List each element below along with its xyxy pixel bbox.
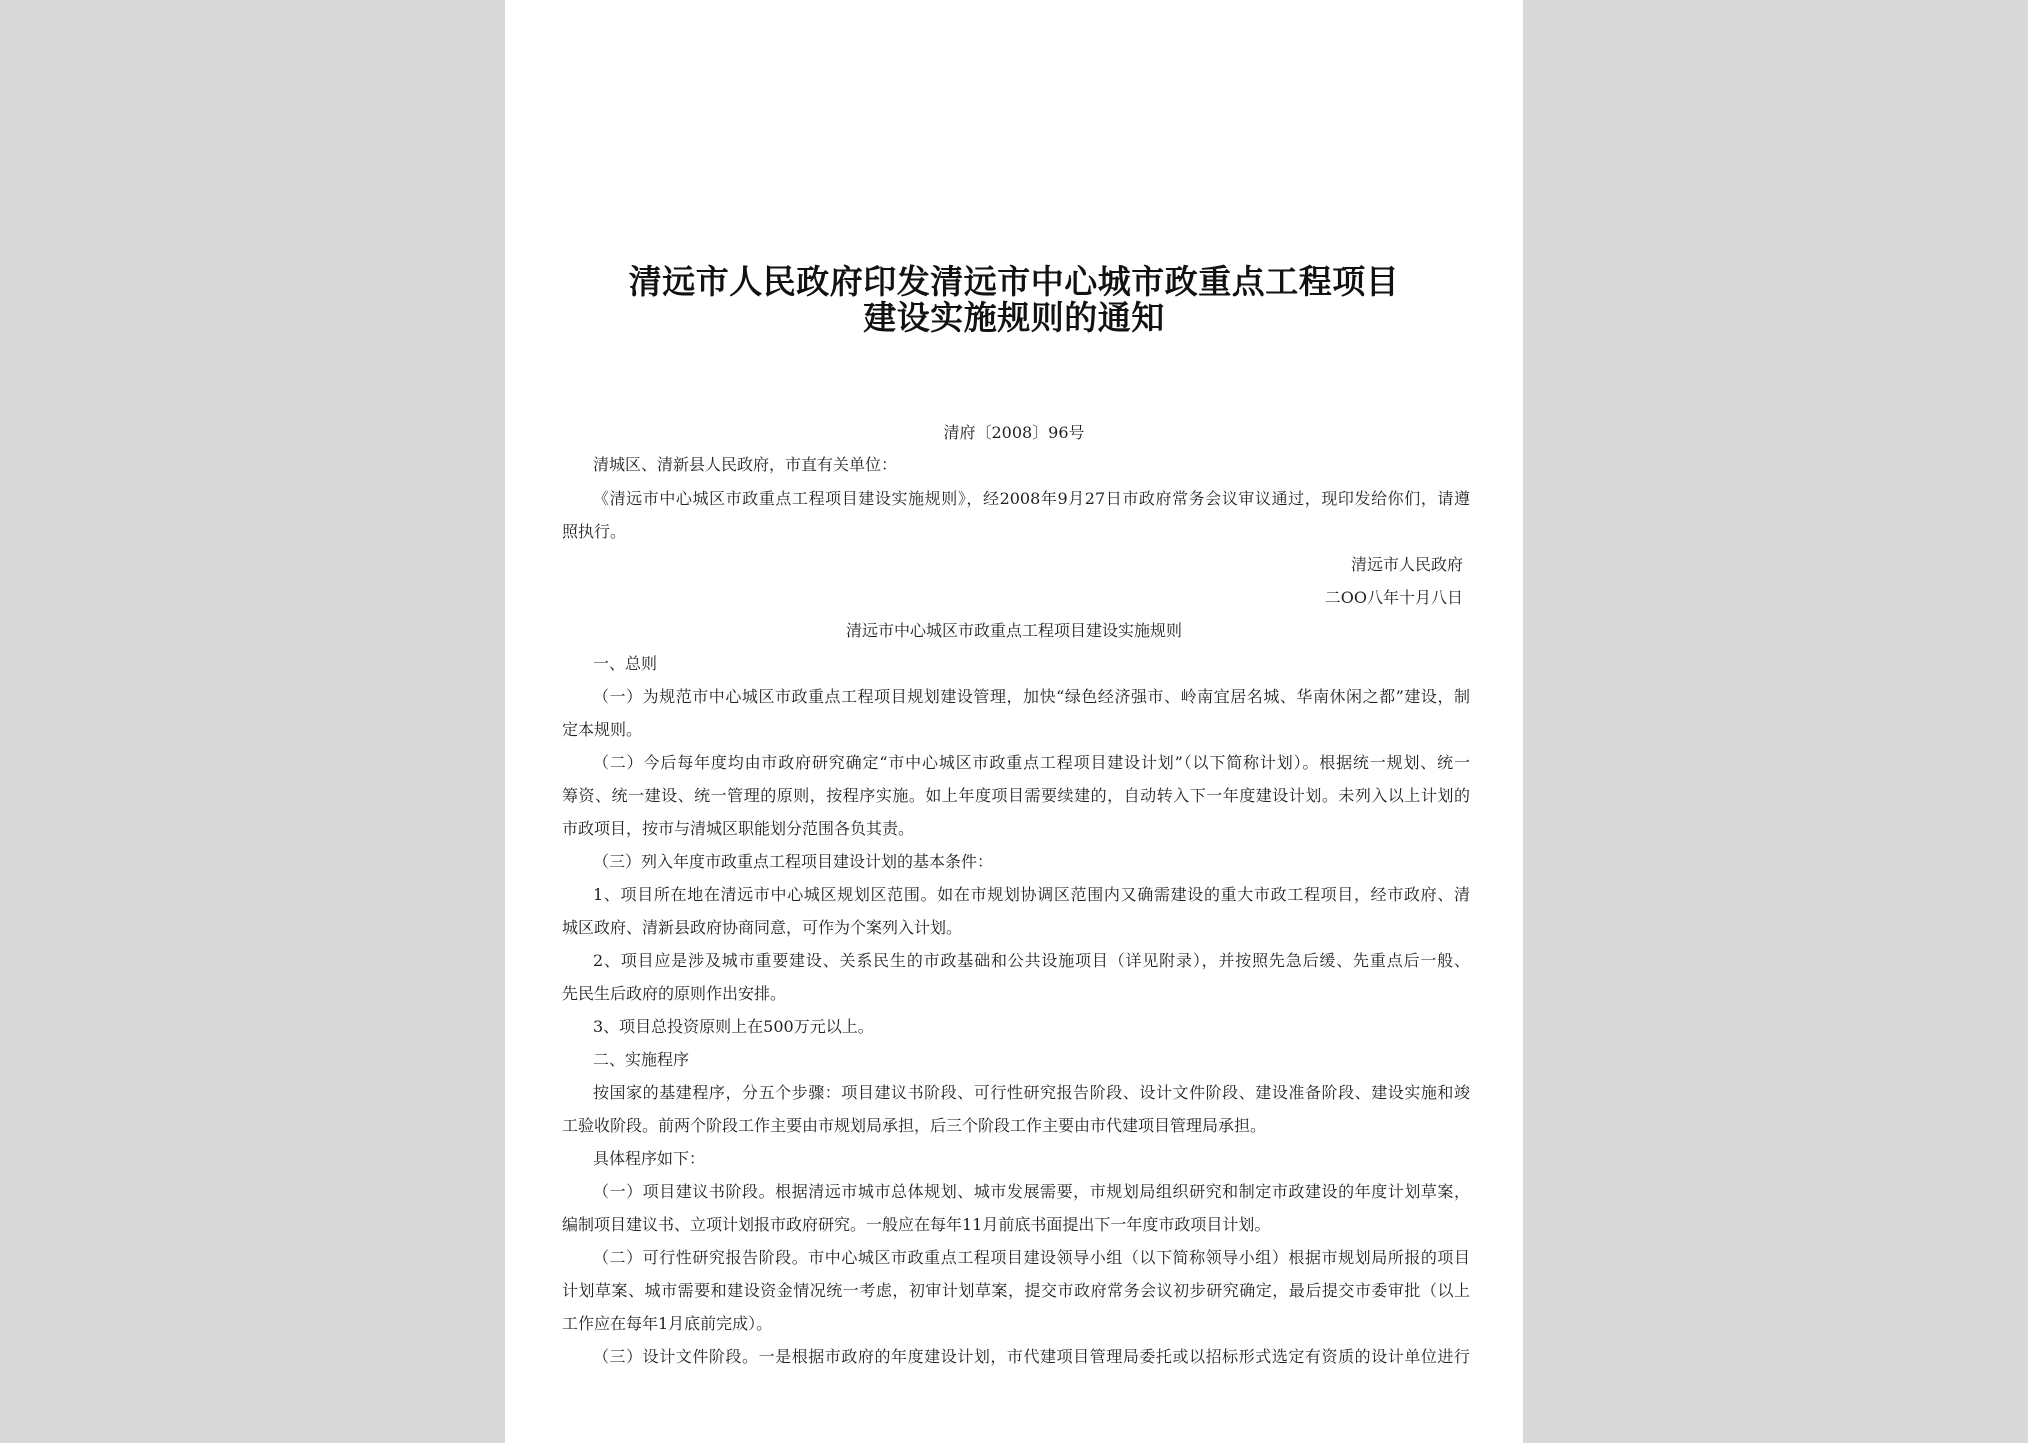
body-line: 3、项目总投资原则上在500万元以上。 [593,1017,874,1036]
body-line: 筹资、统一建设、统一管理的原则，按程序实施。如上年度项目需要续建的，自动转入下一年度建设计划。未列入以上计划的 [562,786,1470,805]
body-line: 计划草案、城市需要和建设资金情况统一考虑，初审计划草案，提交市政府常务会议初步研究确定，最后提交市委审批（以上 [562,1281,1470,1300]
body-line: 2、项目应是涉及城市重要建设、关系民生的市政基础和公共设施项目（详见附录），并按照先急后缓、先重点后一般、 [593,951,1470,970]
body-line: （一）为规范市中心城区市政重点工程项目规划建设管理，加快“绿色经济强市、岭南宜居名城、华南休闲之都”建设，制 [593,687,1470,706]
body-line: （三）设计文件阶段。一是根据市政府的年度建设计划，市代建项目管理局委托或以招标形式选定有资质的设计单位进行 [593,1347,1470,1366]
signature-date: 二OO八年十月八日 [1324,588,1463,607]
document-page [505,0,1523,1443]
body-line: 具体程序如下： [593,1149,706,1168]
body-line: （二）今后每年度均由市政府研究确定“市中心城区市政重点工程项目建设计划”（以下简称计划）。根据统一规划、统一 [593,753,1470,772]
body-line: 按国家的基建程序，分五个步骤：项目建议书阶段、可行性研究报告阶段、设计文件阶段、建设准备阶段、建设实施和竣 [593,1083,1470,1102]
document-number: 清府〔2008〕96号 [943,423,1085,442]
addressee: 清城区、清新县人民政府，市直有关单位： [593,455,898,474]
intro-paragraph-line-2: 照执行。 [562,522,627,541]
body-line: （一）项目建议书阶段。根据清远市城市总体规划、城市发展需要，市规划局组织研究和制定市政建设的年度计划草案， [593,1182,1470,1201]
body-line: 城区政府、清新县政府协商同意，可作为个案列入计划。 [562,918,963,937]
body-line: 先民生后政府的原则作出安排。 [562,984,787,1003]
rules-title: 清远市中心城区市政重点工程项目建设实施规则 [845,621,1182,640]
section-heading: 二、实施程序 [593,1050,690,1069]
intro-paragraph-line-1: 《清远市中心城区市政重点工程项目建设实施规则》，经2008年9月27日市政府常务会议审议通过，现印发给你们，请遵 [593,489,1470,508]
section-heading: 一、总则 [593,654,658,673]
document-title-line-1: 清远市人民政府印发清远市中心城市政重点工程项目 [628,262,1400,301]
body-line: 编制项目建议书、立项计划报市政府研究。一般应在每年11月前底书面提出下一年度市政项目计划。 [562,1215,1271,1234]
body-line: 工作应在每年1月底前完成）。 [562,1314,773,1333]
body-line: 定本规则。 [562,720,643,739]
body-line: 工验收阶段。前两个阶段工作主要由市规划局承担，后三个阶段工作主要由市代建项目管理局承担。 [562,1116,1267,1135]
document-title-line-2: 建设实施规则的通知 [863,298,1165,337]
body-line: （三）列入年度市政重点工程项目建设计划的基本条件： [593,852,994,871]
body-line: 1、项目所在地在清远市中心城区规划区范围。如在市规划协调区范围内又确需建设的重大市政工程项目，经市政府、清 [593,885,1470,904]
body-line: 市政项目，按市与清城区职能划分范围各负其责。 [562,819,915,838]
body-line: （二）可行性研究报告阶段。市中心城区市政重点工程项目建设领导小组（以下简称领导小组）根据市规划局所报的项目 [593,1248,1470,1267]
signature-issuer: 清远市人民政府 [1350,555,1463,574]
